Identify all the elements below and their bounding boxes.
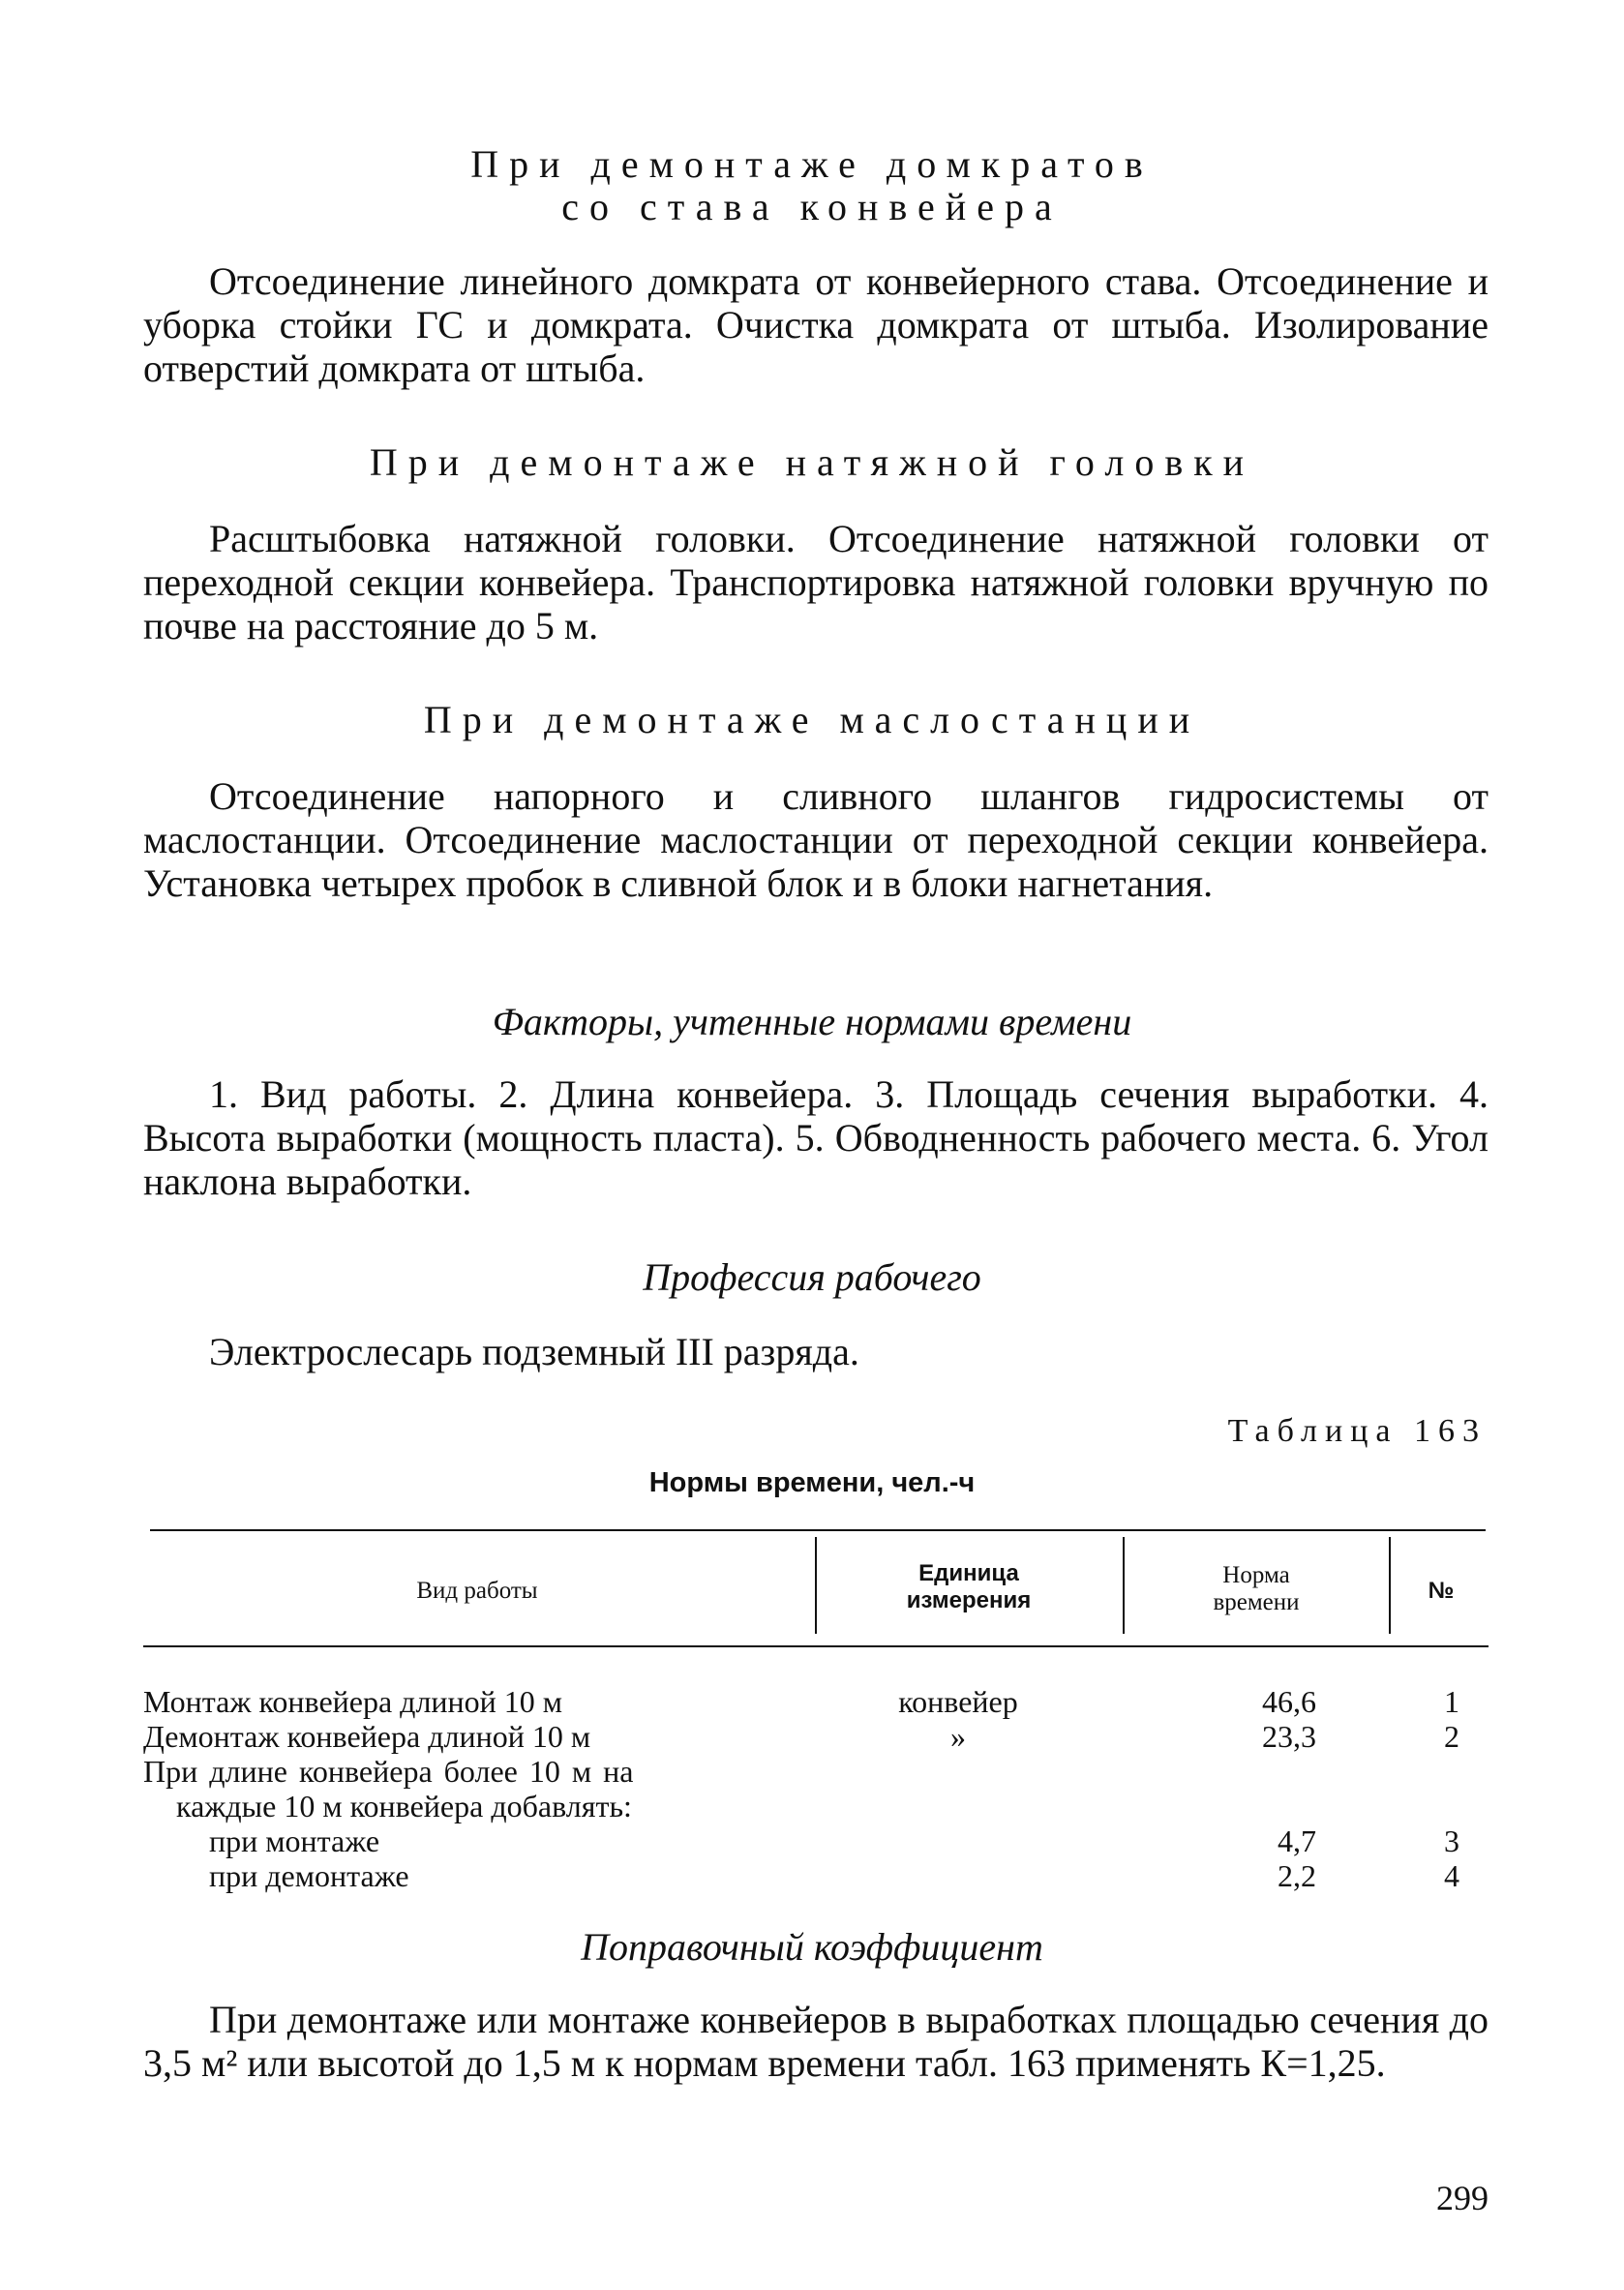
oil-station-paragraph: Отсоединение напорного и сливного шлангов гидросистемы от маслостанции. Отсоединение маслостанции от переходной секции конвейера. Установка четырех пробок в сливной блок и в блоки нагнетания. (143, 774, 1489, 905)
page-number: 299 (1436, 2179, 1489, 2217)
row-description: При длине конвейера более 10 м на (143, 1754, 634, 1789)
header-norm-line1: Норма (1222, 1562, 1290, 1588)
row-description: при монтаже (209, 1823, 380, 1858)
column-divider (815, 1537, 817, 1634)
profession-paragraph: Электрослесарь подземный III разряда. (209, 1330, 859, 1373)
jacks-heading-line2: со става конвейера (561, 185, 1063, 228)
tension-head-heading: При демонтаже натяжной головки (369, 440, 1255, 484)
oil-station-heading: При демонтаже маслостанции (423, 698, 1201, 741)
row-number: 2 (1444, 1719, 1459, 1754)
row-description: при демонтаже (209, 1858, 409, 1893)
row-norm: 4,7 (1278, 1823, 1316, 1858)
table-title: Нормы времени, чел.-ч (648, 1467, 976, 1498)
correction-heading: Поправочный коэффициент (581, 1925, 1043, 1969)
table-header-rule (143, 1645, 1489, 1647)
row-norm: 46,6 (1262, 1684, 1316, 1719)
row-norm: 23,3 (1262, 1719, 1316, 1754)
row-description: Монтаж конвейера длиной 10 м (143, 1684, 563, 1719)
header-number: № (1428, 1578, 1455, 1604)
row-number: 3 (1444, 1823, 1459, 1858)
tension-head-paragraph: Расштыбовка натяжной головки. Отсоединение натяжной головки от переходной секции конвейера. Транспортировка натяжной головки вручную по почве на расстояние до 5 м. (143, 517, 1489, 648)
header-unit-line2: измерения (906, 1587, 1032, 1613)
jacks-paragraph: Отсоединение линейного домкрата от конвейерного става. Отсоединение и уборка стойки ГС и домкрата. Очистка домкрата от штыба. Изолирование отверстий домкрата от штыба. (143, 259, 1489, 390)
correction-paragraph: При демонтаже или монтаже конвейеров в выработках площадью сечения до 3,5 м² или высотой до 1,5 м к нормам времени табл. 163 применять К=1,25. (143, 1998, 1489, 2085)
factors-heading: Факторы, учтенные нормами времени (492, 1000, 1132, 1043)
header-unit-line1: Единица (918, 1560, 1019, 1586)
row-number: 4 (1444, 1858, 1459, 1893)
row-norm: 2,2 (1278, 1858, 1316, 1893)
factors-paragraph: 1. Вид работы. 2. Длина конвейера. 3. Площадь сечения выработки. 4. Высота выработки (мощность пласта). 5. Обводненность рабочего места. 6. Угол наклона выработки. (143, 1072, 1489, 1203)
header-norm-line2: времени (1213, 1589, 1300, 1615)
table-top-rule (150, 1529, 1486, 1531)
profession-heading: Профессия рабочего (643, 1255, 981, 1299)
row-unit: » (950, 1719, 966, 1754)
table-label: Таблица 163 (1227, 1413, 1487, 1449)
row-description: каждые 10 м конвейера добавлять: (176, 1789, 632, 1823)
row-description: Демонтаж конвейера длиной 10 м (143, 1719, 591, 1754)
row-number: 1 (1444, 1684, 1459, 1719)
row-unit: конвейер (898, 1684, 1018, 1719)
column-divider (1389, 1537, 1391, 1634)
column-divider (1123, 1537, 1125, 1634)
header-work-type: Вид работы (416, 1578, 538, 1604)
jacks-heading-line1: При демонтаже домкратов (470, 142, 1154, 186)
